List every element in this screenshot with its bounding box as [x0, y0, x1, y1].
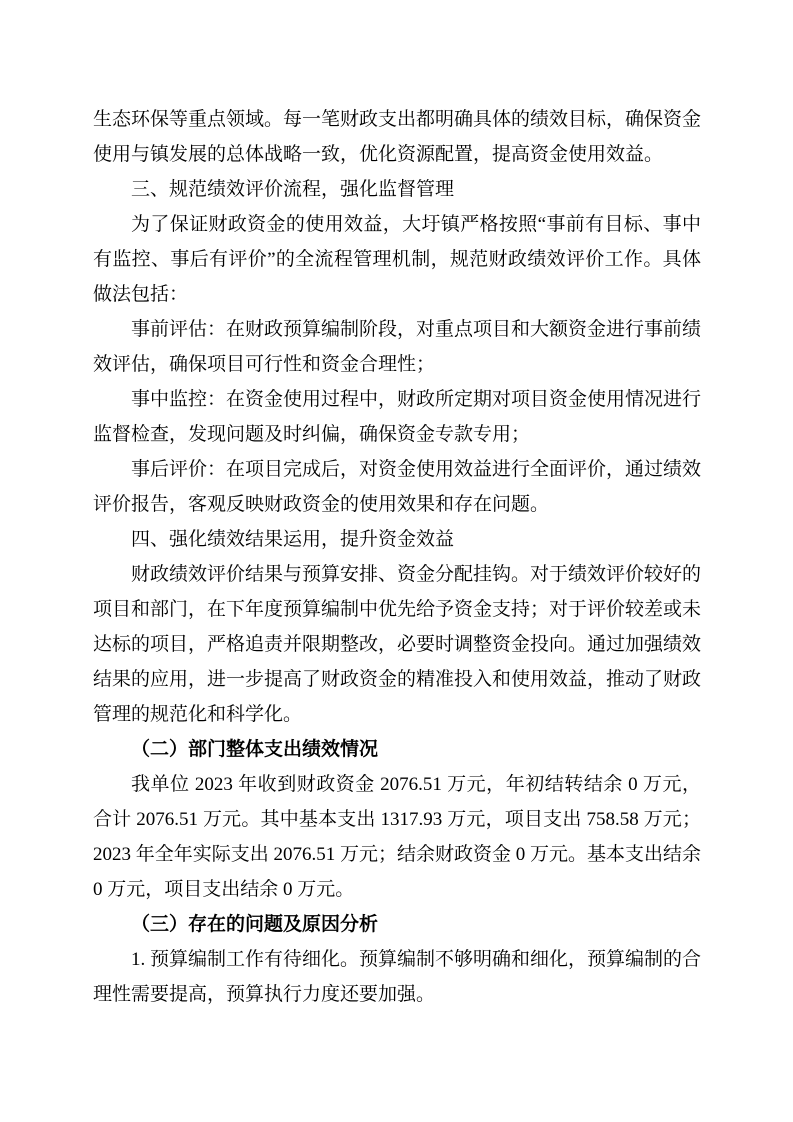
heading-overall-expenditure: （二）部门整体支出绩效情况 — [131, 739, 379, 760]
para-pre-evaluation: 事前评估：在财政预算编制阶段，对重点项目和大额资金进行事前绩效评估，确保项目可行性和资金合理性； — [93, 319, 702, 375]
para-problem-budget: 1. 预算编制工作有待细化。预算编制不够明确和细化，预算编制的合理性需要提高，预算执行力度还要加强。 — [93, 949, 702, 1005]
para-mid-monitoring: 事中监控：在资金使用过程中，财政所定期对项目资金使用情况进行监督检查，发现问题及时纠偏，确保资金专款专用； — [93, 389, 702, 445]
para-post-evaluation: 事后评价：在项目完成后，对资金使用效益进行全面评价，通过绩效评价报告，客观反映财政资金的使用效果和存在问题。 — [93, 459, 702, 515]
para-continuation: 生态环保等重点领域。每一笔财政支出都明确具体的绩效目标，确保资金使用与镇发展的总体战略一致，优化资源配置，提高资金使用效益。 — [93, 109, 702, 165]
para-evaluation-mechanism: 为了保证财政资金的使用效益，大圩镇严格按照“事前有目标、事中有监控、事后有评价”的全流程管理机制，规范财政绩效评价工作。具体做法包括： — [93, 214, 701, 305]
para-result-application: 财政绩效评价结果与预算安排、资金分配挂钩。对于绩效评价较好的项目和部门，在下年度预算编制中优先给予资金支持；对于评价较差或未达标的项目，严格追责并限期整改，必要时调整资金投向。通过加强绩效结果的应用，进一步提高了财政资金的精准投入和使用效益，推动了财政管理的规范化和科学化。 — [93, 564, 702, 725]
document-body — [93, 102, 701, 1012]
heading-problems-analysis: （三）存在的问题及原因分析 — [131, 914, 379, 935]
para-expenditure-figures: 我单位 2023 年收到财政资金 2076.51 万元，年初结转结余 0 万元，合计 2076.51 万元。其中基本支出 1317.93 万元，项目支出 758.58 万元；2023 年全年实际支出 2076.51 万元；结余财政资金 0 万元。基本支出结余 0 万元，项目支出结余 0 万元。 — [93, 774, 702, 900]
heading-section-four: 四、强化绩效结果运用，提升资金效益 — [131, 529, 455, 550]
heading-section-three: 三、规范绩效评价流程，强化监督管理 — [131, 179, 455, 200]
